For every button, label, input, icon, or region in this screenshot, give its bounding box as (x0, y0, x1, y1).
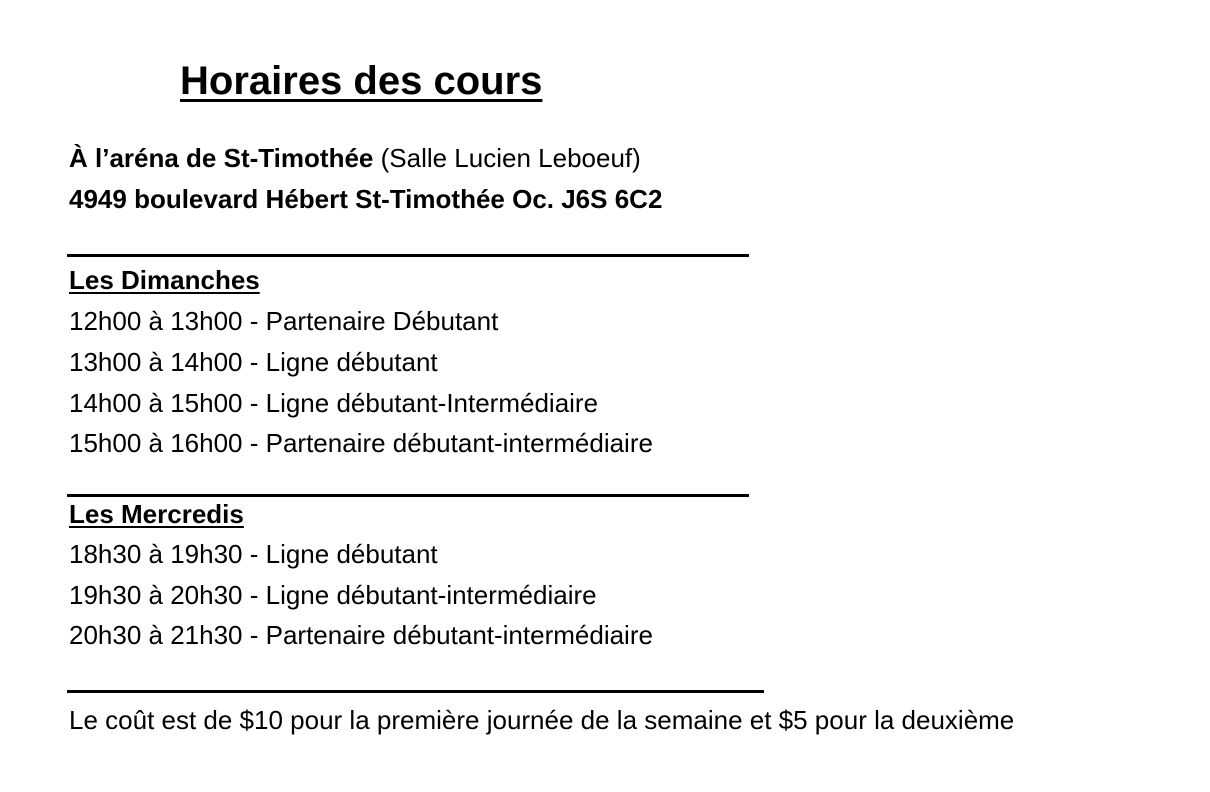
sunday-item: 12h00 à 13h00 - Partenaire Débutant (69, 306, 499, 336)
wednesday-heading: Les Mercredis (69, 499, 244, 529)
location-address: 4949 boulevard Hébert St-Timothée Oc. J6S 6C2 (69, 184, 663, 214)
page-title: Horaires des cours (180, 59, 543, 103)
wednesday-item: 20h30 à 21h30 - Partenaire débutant-intermédiaire (69, 620, 653, 650)
sunday-heading: Les Dimanches (69, 265, 260, 295)
wednesday-item: 19h30 à 20h30 - Ligne débutant-intermédiaire (69, 580, 597, 610)
wednesday-item: 18h30 à 19h30 - Ligne débutant (69, 539, 438, 569)
location-room: (Salle Lucien Leboeuf) (380, 143, 641, 173)
divider (67, 254, 749, 257)
location-line (69, 143, 641, 174)
cost-note: Le coût est de $10 pour la première journée de la semaine et $5 pour la deuxième (69, 705, 1015, 735)
divider (67, 494, 749, 497)
sunday-item: 13h00 à 14h00 - Ligne débutant (69, 347, 438, 377)
sunday-item: 15h00 à 16h00 - Partenaire débutant-intermédiaire (69, 428, 653, 458)
divider (67, 690, 764, 693)
sunday-item: 14h00 à 15h00 - Ligne débutant-Intermédiaire (69, 388, 599, 418)
location-name: À l’aréna de St-Timothée (69, 143, 374, 173)
